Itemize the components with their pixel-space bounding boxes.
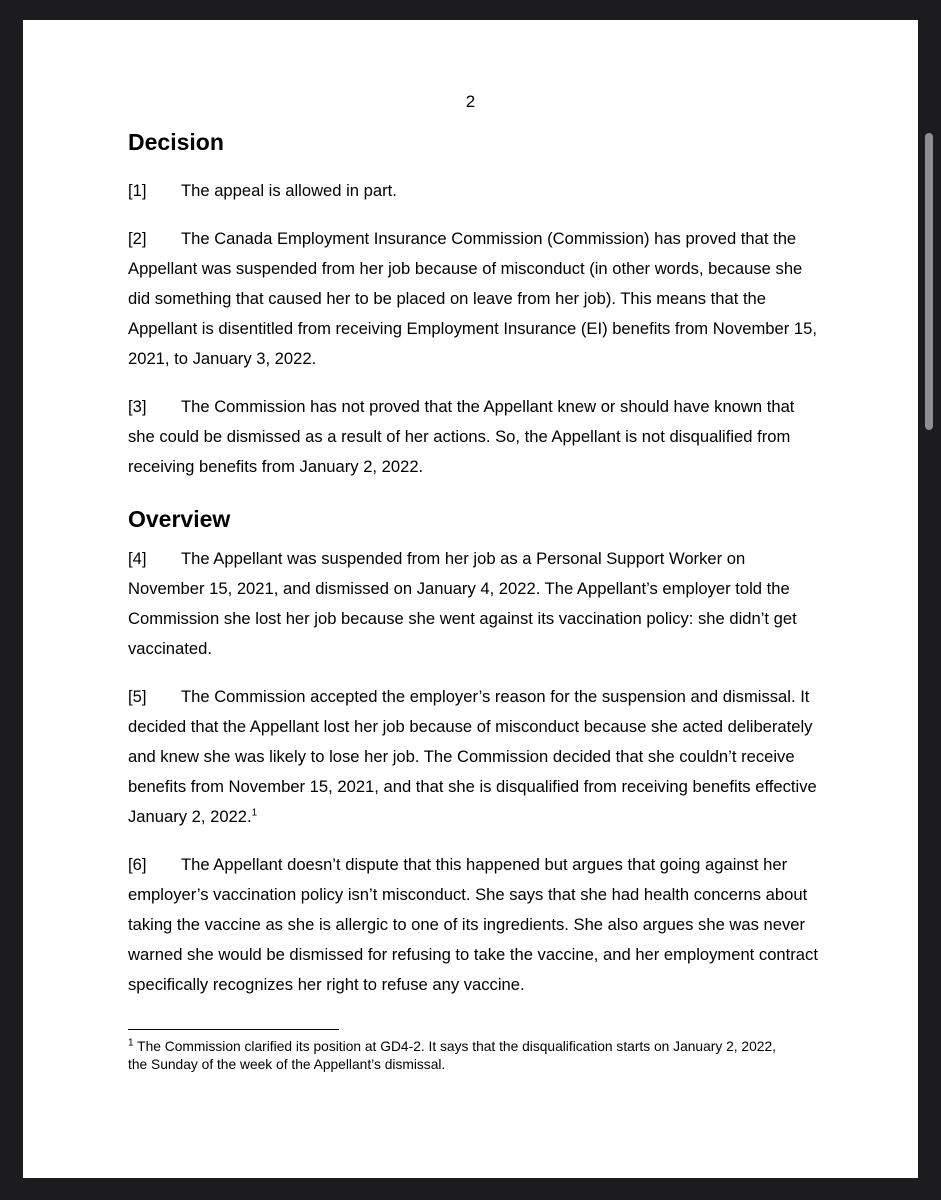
paragraph-text: The Canada Employment Insurance Commission (Commission) has proved that the Appellant was suspended from her job because of misconduct (in other words, because she did something that caused her to be placed on leave from her job). This means that the Appellant is disentitled from receiving Employment Insurance (EI) benefits from November 15, 2021, to January 3, 2022. bbox=[128, 229, 817, 368]
footnote-text: The Commission clarified its position at GD4-2. It says that the disqualification starts on January 2, 2022, the Sunday of the week of the Appellant’s dismissal. bbox=[128, 1039, 776, 1072]
footnote bbox=[128, 1038, 788, 1074]
paragraph-text: The Appellant was suspended from her job as a Personal Support Worker on November 15, 2021, and dismissed on January 4, 2022. The Appellant’s employer told the Commission she lost her job because she went against its vaccination policy: she didn’t get vaccinated. bbox=[128, 549, 797, 658]
paragraph-text: The appeal is allowed in part. bbox=[181, 181, 397, 200]
footnote-reference[interactable]: 1 bbox=[251, 807, 258, 819]
footnote-marker: 1 bbox=[128, 1037, 134, 1049]
paragraph-text: The Commission has not proved that the Appellant knew or should have known that she could be dismissed as a result of her actions. So, the Appellant is not disqualified from receiving benefits from January 2, 2022. bbox=[128, 397, 795, 476]
paragraph-number: [5] bbox=[128, 687, 147, 706]
paragraph-number: [3] bbox=[128, 397, 147, 416]
vertical-scrollbar[interactable] bbox=[925, 133, 933, 430]
document-body bbox=[128, 127, 818, 1000]
page-number: 2 bbox=[465, 92, 476, 111]
paragraph-1 bbox=[128, 176, 818, 206]
paragraph-6 bbox=[128, 850, 818, 1000]
section-heading-overview: Overview bbox=[128, 506, 231, 532]
paragraph-number: [2] bbox=[128, 229, 147, 248]
footnote-divider bbox=[128, 1029, 339, 1030]
paragraph-number: [6] bbox=[128, 855, 147, 874]
paragraph-number: [1] bbox=[128, 181, 147, 200]
paragraph-number: [4] bbox=[128, 549, 147, 568]
section-heading-decision: Decision bbox=[128, 129, 224, 155]
document-page bbox=[23, 20, 918, 1178]
paragraph-3 bbox=[128, 392, 818, 482]
paragraph-text: The Commission accepted the employer’s reason for the suspension and dismissal. It decided that the Appellant lost her job because of misconduct because she acted deliberately and knew she was likely to lose her job. The Commission decided that she couldn’t receive benefits from November 15, 2021, and that she is disqualified from receiving benefits effective January 2, 2022. bbox=[128, 687, 817, 826]
paragraph-2 bbox=[128, 224, 818, 374]
paragraph-text: The Appellant doesn’t dispute that this happened but argues that going against her employer’s vaccination policy isn’t misconduct. She says that she had health concerns about taking the vaccine as she is allergic to one of its ingredients. She also argues she was never warned she would be dismissed for refusing to take the vaccine, and her employment contract specifically recognizes her right to refuse any vaccine. bbox=[128, 855, 818, 994]
paragraph-5 bbox=[128, 682, 818, 832]
paragraph-4 bbox=[128, 544, 818, 664]
